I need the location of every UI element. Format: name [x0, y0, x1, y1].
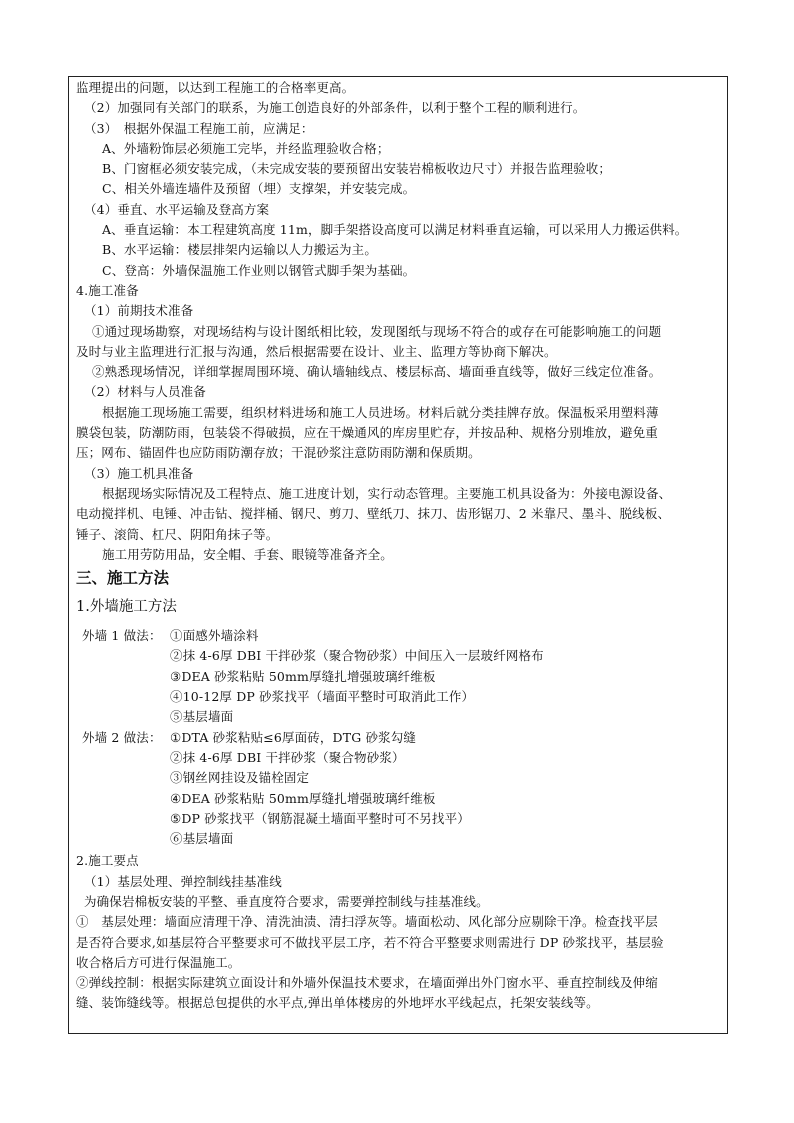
text-line: （4）垂直、水平运输及登高方案	[84, 201, 270, 217]
text-line: 压；网布、锚固件也应防雨防潮存放；干混砂浆注意防雨防潮和保质期。	[76, 445, 481, 461]
section-title: 三、施工方法	[76, 569, 170, 588]
text-line: 及时与业主监理进行汇报与沟通，然后根据需要在设计、业主、监理方等协商下解决。	[76, 343, 557, 359]
text-line: 是否符合要求,如基层符合平整要求可不做找平层工序，若不符合平整要求则需进行 DP 砂浆找平，基层验	[76, 934, 664, 950]
text-line: C、登高：外墙保温施工作业则以钢管式脚手架为基础。	[102, 262, 416, 278]
method-step: ④DEA 砂浆粘贴 50mm厚缝扎增强玻璃纤维板	[170, 790, 436, 806]
text-line: 4.施工准备	[76, 282, 139, 298]
subsection-title: 1.外墙施工方法	[76, 599, 177, 616]
text-line: （1）前期技术准备	[84, 303, 194, 319]
method-step: ②抹 4-6厚 DBI 干拌砂浆（聚合物砂浆）中间压入一层玻纤网格布	[170, 648, 544, 664]
method-step: ⑤基层墙面	[170, 709, 234, 725]
method-step: ⑤DP 砂浆找平（钢筋混凝土墙面平整时可不另找平）	[170, 810, 470, 826]
text-line: B、门窗框必须安装完成，（未完成安装的要预留出安装岩棉板收边尺寸）并报告监理验收；	[102, 161, 612, 177]
text-line: 为确保岩棉板安装的平整、垂直度符合要求，需要弹控制线与挂基准线。	[84, 893, 489, 909]
text-line: 根据施工现场施工需要，组织材料进场和施工人员进场。材料后就分类挂牌存放。保温板采用塑料薄	[102, 404, 659, 420]
document-body	[76, 78, 728, 1014]
text-line: 锤子、滚筒、杠尺、阴阳角抹子等。	[76, 526, 279, 542]
method-step: ⑥基层墙面	[170, 831, 234, 847]
text-line: ① 基层处理：墙面应清理干净、清洗油渍、清扫浮灰等。墙面松动、风化部分应剔除干净。检查找平层	[76, 914, 658, 930]
text-line: ②熟悉现场情况，详细掌握周围环境、确认墙轴线点、楼层标高、墙面垂直线等，做好三线定位准备。	[92, 364, 662, 380]
text-line: 2.施工要点	[76, 853, 139, 869]
text-line: （2）加强同有关部门的联系，为施工创造良好的外部条件，以利于整个工程的顺利进行。	[84, 100, 586, 116]
method-2	[76, 728, 728, 850]
method-step: ③DEA 砂浆粘贴 50mm厚缝扎增强玻璃纤维板	[170, 668, 436, 684]
method-step: ②抹 4-6厚 DBI 干拌砂浆（聚合物砂浆）	[170, 749, 405, 765]
text-line: 收合格后方可进行保温施工。	[76, 954, 241, 970]
text-line: ①通过现场勘察，对现场结构与设计图纸相比较，发现图纸与现场不符合的或存在可能影响施工的问题	[92, 323, 662, 339]
method-1-label: 外墙 1 做法：	[82, 628, 162, 644]
text-line: （1）基层处理、弹控制线挂基准线	[84, 873, 282, 889]
text-line: （2）材料与人员准备	[84, 384, 206, 400]
text-line: （3） 根据外保温工程施工前，应满足：	[84, 120, 314, 136]
method-step: ④10-12厚 DP 砂浆找平（墙面平整时可取消此工作）	[170, 689, 475, 705]
text-line: ②弹线控制：根据实际建筑立面设计和外墙外保温技术要求，在墙面弹出外门窗水平、垂直控制线及伸缩	[76, 975, 658, 991]
text-line: A、垂直运输：本工程建筑高度 11m，脚手架搭设高度可以满足材料垂直运输，可以采用人力搬运供料。	[102, 222, 688, 238]
text-line: 电动搅拌机、电锤、冲击钻、搅拌桶、钢尺、剪刀、壁纸刀、抹刀、齿形锯刀、2 米靠尺、墨斗、脱线板、	[76, 506, 671, 522]
text-line: 施工用劳防用品，安全帽、手套、眼镜等准备齐全。	[102, 546, 393, 562]
text-line: 膜袋包装，防潮防雨，包装袋不得破损，应在干燥通风的库房里贮存，并按品种、规格分别堆放，避免重	[76, 425, 658, 441]
text-line: 监理提出的问题，以达到工程施工的合格率更高。	[76, 80, 355, 95]
method-1	[76, 626, 728, 727]
method-step: ③钢丝网挂设及锚栓固定	[170, 770, 310, 786]
method-2-label: 外墙 2 做法：	[82, 729, 162, 745]
text-line: （3）施工机具准备	[84, 465, 194, 481]
method-step: ①面感外墙涂料	[170, 628, 259, 644]
text-line: B、水平运输：楼层排架内运输以人力搬运为主。	[102, 242, 377, 258]
method-step: ①DTA 砂浆粘贴≤6厚面砖，DTG 砂浆勾缝	[170, 729, 417, 745]
text-line: C、相关外墙连墙件及预留（埋）支撑架，并安装完成。	[102, 181, 416, 197]
text-line: 根据现场实际情况及工程特点、施工进度计划，实行动态管理。主要施工机具设备为：外接电源设备、	[102, 485, 672, 501]
text-line: A、外墙粉饰层必须施工完毕，并经监理验收合格；	[102, 140, 390, 156]
text-line: 缝、装饰缝线等。根据总包提供的水平点,弹出单体楼房的外地坪水平线起点，托架安装线等。	[76, 995, 599, 1011]
